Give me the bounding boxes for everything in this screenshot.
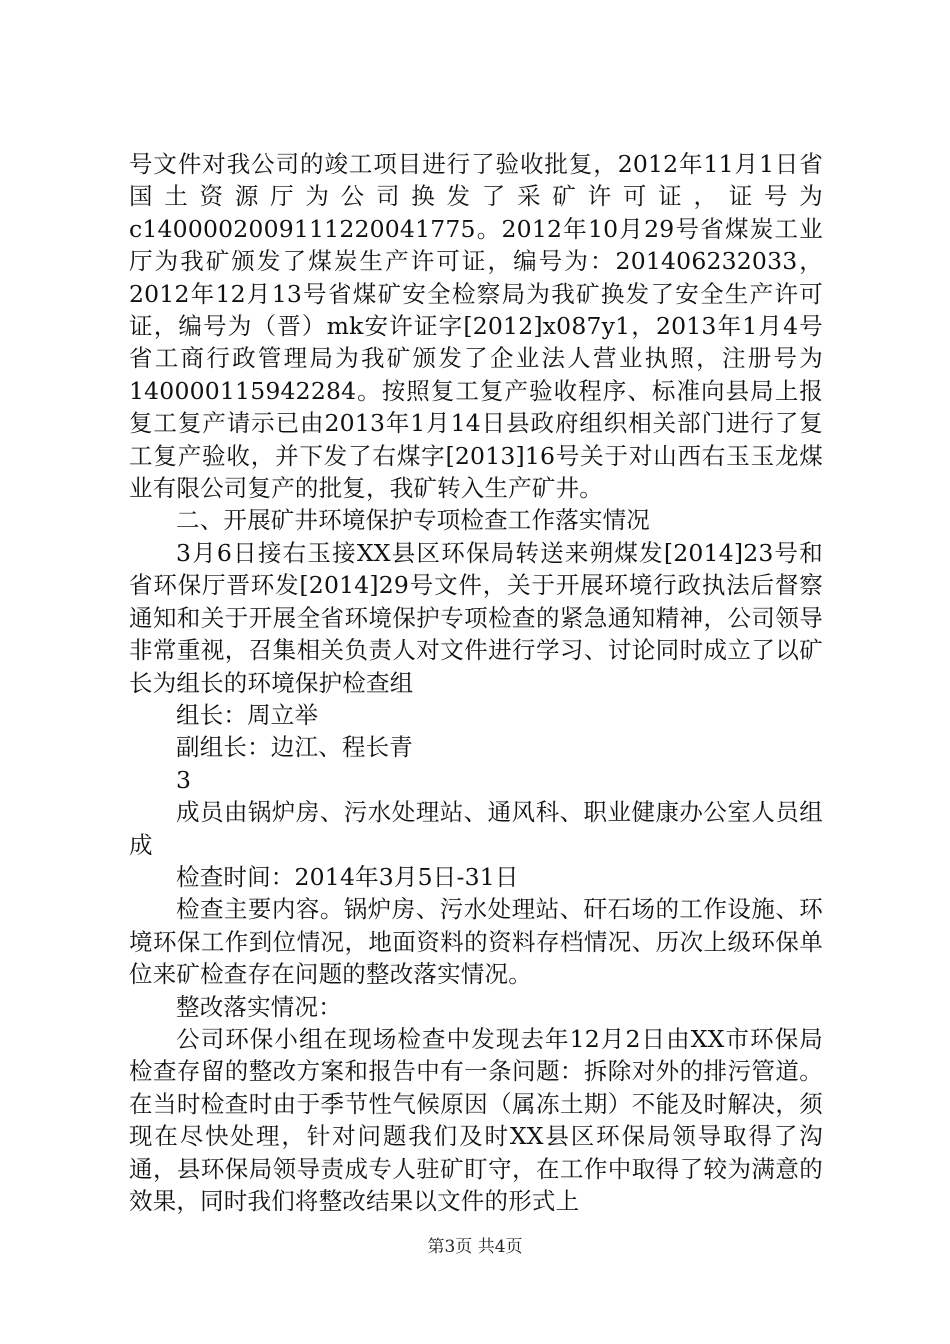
team-leader-line: 组长：周立举 xyxy=(176,700,319,729)
paragraph-inspection-notice: 3月6日接右玉接XX县区环保局转送来朔煤发[2014]23号和省环保厅晋环发[2014]29号文件，关于开展环境行政执法后督察通知和关于开展全省环境保护专项检查的紧急通知精神，公司领导非常重视，召集相关负责人对文件进行学习、讨论同时成立了以矿长为组长的环境保护检查组 xyxy=(129,538,823,697)
document-body xyxy=(129,148,823,1217)
team-members-line: 成员由锅炉房、污水处理站、通风科、职业健康办公室人员组成 xyxy=(129,798,823,859)
section-heading-environment-inspection: 二、开展矿井环境保护专项检查工作落实情况 xyxy=(176,506,650,535)
paragraph-approval-history: 号文件对我公司的竣工项目进行了验收批复，2012年11月1日省国土资源厅为公司换发了采矿许可证，证号为c1400002009111220041775。2012年10月29号省煤炭工业厅为我矿颁发了煤炭生产许可证，编号为：201406232033，2012年12月13号省煤矿安全检察局为我矿换发了安全生产许可证，编号为（晋）mk安许证字[2012]x087y1，2013年1月4号省工商行政管理局为我矿颁发了企业法人营业执照，注册号为140000115942284。按照复工复产验收程序、标准向县局上报复工复产请示已由2013年1月14日县政府组织相关部门进行了复工复产验收，并下发了右煤字[2013]16号关于对山西右玉玉龙煤业有限公司复产的批复，我矿转入生产矿井。 xyxy=(129,150,823,503)
rectification-heading: 整改落实情况： xyxy=(176,992,342,1021)
page-number-footer: 第3页 共4页 xyxy=(427,1237,523,1257)
stray-number-line: 3 xyxy=(176,765,192,794)
rectification-paragraph: 公司环保小组在现场检查中发现去年12月2日由XX市环保局检查存留的整改方案和报告中有一条问题：拆除对外的排污管道。在当时检查时由于季节性气候原因（属冻土期）不能及时解决，须现在尽快处理，针对问题我们及时XX县区环保局领导取得了沟通，县环保局领导责成专人驻矿盯守，在工作中取得了较为满意的效果，同时我们将整改结果以文件的形式上 xyxy=(129,1024,823,1215)
inspection-time-line: 检查时间：2014年3月5日-31日 xyxy=(176,862,519,891)
deputy-leader-line: 副组长：边江、程长青 xyxy=(176,733,413,762)
inspection-content-paragraph: 检查主要内容。锅炉房、污水处理站、矸石场的工作设施、环境环保工作到位情况，地面资料的资料存档情况、历次上级环保单位来矿检查存在问题的整改落实情况。 xyxy=(129,895,823,989)
